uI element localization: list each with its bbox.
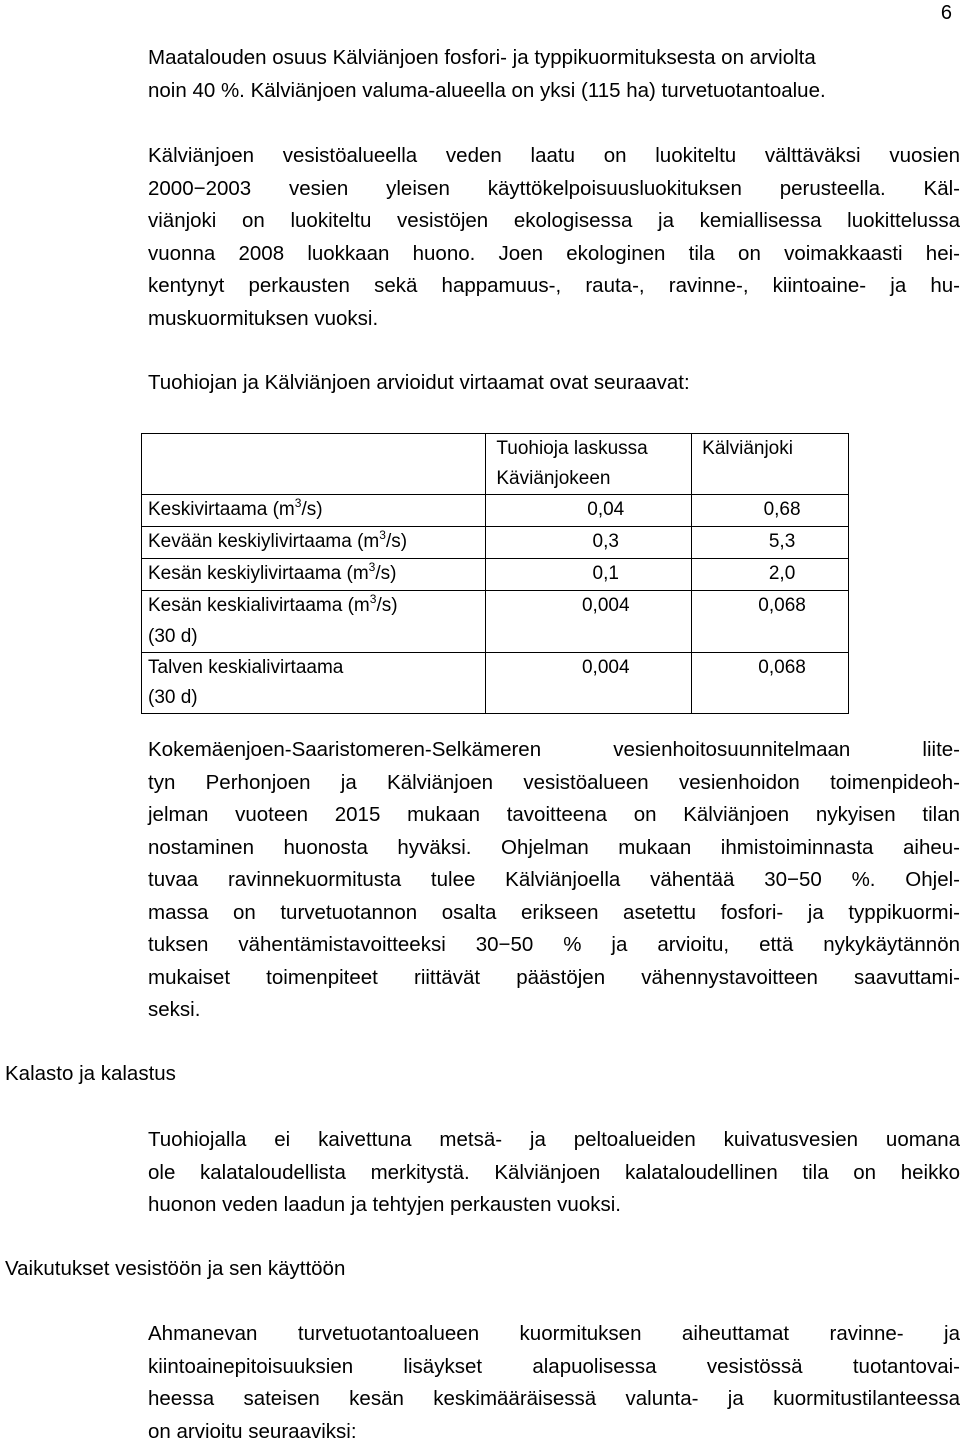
page-number: 6 (941, 2, 952, 25)
superscript: 3 (295, 496, 302, 510)
text-line: vuonna 2008 luokkaan huono. Joen ekologinen tila on voimakkaasti hei- (148, 238, 960, 271)
row-label-text: Kesän keskialivirtaama (m (148, 595, 370, 616)
text-line: on arvioitu seuraaviksi: (148, 1416, 960, 1448)
value-cell: 0,004 (486, 591, 692, 653)
text-line: tyn Perhonjoen ja Kälviänjoen vesistöalueen vesienhoidon toimenpideoh- (148, 767, 960, 800)
row-label-text: Kesän keskiylivirtaama (m (148, 563, 369, 584)
table-row (142, 591, 849, 653)
value-cell: 5,3 (692, 527, 849, 559)
row-label-cell (142, 559, 486, 591)
row-label-text: /s) (375, 563, 396, 584)
text-line: tuvaa ravinnekuormitusta tulee Kälviänjoella vähentää 30−50 %. Ohjel- (148, 864, 960, 897)
table-row (142, 527, 849, 559)
row-label-text: /s) (376, 595, 397, 616)
text-line: kiintoainepitoisuuksien lisäykset alapuolisessa vesistössä tuotantovai- (148, 1351, 960, 1384)
text-line: Kälviänjoen vesistöalueella veden laatu on luokiteltu välttäväksi vuosien (148, 140, 960, 173)
text-line: Ahmanevan turvetuotantoalueen kuormituksen aiheuttamat ravinne- ja (148, 1318, 960, 1351)
section-heading-fish: Kalasto ja kalastus (5, 1058, 176, 1090)
table-header-cell (142, 434, 486, 495)
value-cell: 0,68 (692, 495, 849, 527)
table-header-cell: Kälviänjoki (692, 434, 849, 495)
management-plan-paragraph (148, 734, 960, 1027)
text-line: viänjoki on luokiteltu vesistöjen ekologisessa ja kemiallisessa luokittelussa (148, 205, 960, 238)
row-label-text: (30 d) (148, 687, 198, 708)
table-header-row (142, 434, 849, 495)
text-line: ole kalataloudellista merkitystä. Kälviänjoen kalataloudellinen tila on heikko (148, 1157, 960, 1190)
text-line: noin 40 %. Kälviänjoen valuma-alueella on yksi (115 ha) turvetuotantoalue. (148, 75, 960, 108)
row-label-cell (142, 653, 486, 714)
row-label-text: Talven keskialivirtaama (148, 657, 343, 678)
fish-paragraph (148, 1124, 960, 1222)
text-line: Tuohiojalla ei kaivettuna metsä- ja peltoalueiden kuivatusvesien uomana (148, 1124, 960, 1157)
text-line: huonon veden laadun ja tehtyjen perkausten vuoksi. (148, 1189, 960, 1222)
value-cell: 0,3 (486, 527, 692, 559)
section-heading-impacts: Vaikutukset vesistöön ja sen käyttöön (5, 1253, 345, 1285)
value-cell: 0,004 (486, 653, 692, 714)
text-line: massa on turvetuotannon osalta erikseen asetettu fosfori- ja typpikuormi- (148, 897, 960, 930)
table-row (142, 495, 849, 527)
flows-table (141, 433, 849, 714)
text-line: muskuormituksen vuoksi. (148, 303, 960, 336)
text-line: Kokemäenjoen-Saaristomeren-Selkämeren vesienhoitosuunnitelmaan liite- (148, 734, 960, 767)
water-quality-paragraph (148, 140, 960, 335)
superscript: 3 (370, 592, 377, 606)
value-cell: 0,04 (486, 495, 692, 527)
flows-intro-paragraph (148, 367, 960, 400)
value-cell: 0,068 (692, 591, 849, 653)
table-row (142, 653, 849, 714)
impacts-paragraph (148, 1318, 960, 1448)
row-label-text: Kevään keskiylivirtaama (m (148, 531, 379, 552)
superscript: 3 (379, 528, 386, 542)
row-label-text: Keskivirtaama (m (148, 499, 295, 520)
value-cell: 0,1 (486, 559, 692, 591)
table-row (142, 559, 849, 591)
text-line: Maatalouden osuus Kälviänjoen fosfori- ja typpikuormituksesta on arviolta (148, 42, 960, 75)
text-line: Tuohiojan ja Kälviänjoen arvioidut virtaamat ovat seuraavat: (148, 367, 960, 400)
text-line: mukaiset toimenpiteet riittävät päästöjen vähennystavoitteen saavuttami- (148, 962, 960, 995)
row-label-text: /s) (386, 531, 407, 552)
table-header-cell: Tuohioja laskussa Käviänjokeen (486, 434, 692, 495)
row-label-text: (30 d) (148, 626, 198, 647)
text-line: 2000−2003 vesien yleisen käyttökelpoisuusluokituksen perusteella. Käl- (148, 173, 960, 206)
text-line: kentynyt perkausten sekä happamuus-, rauta-, ravinne-, kiintoaine- ja hu- (148, 270, 960, 303)
text-line: heessa sateisen kesän keskimääräisessä valunta- ja kuormitustilanteessa (148, 1383, 960, 1416)
superscript: 3 (369, 560, 376, 574)
text-line: tuksen vähentämistavoitteeksi 30−50 % ja arvioitu, että nykykäytännön (148, 929, 960, 962)
value-cell: 2,0 (692, 559, 849, 591)
value-cell: 0,068 (692, 653, 849, 714)
text-line: nostaminen huonosta hyväksi. Ohjelman mukaan ihmistoiminnasta aiheu- (148, 832, 960, 865)
text-line: jelman vuoteen 2015 mukaan tavoitteena on Kälviänjoen nykyisen tilan (148, 799, 960, 832)
row-label-cell (142, 495, 486, 527)
row-label-cell (142, 591, 486, 653)
row-label-cell (142, 527, 486, 559)
intro-paragraph (148, 42, 960, 107)
row-label-text: /s) (301, 499, 322, 520)
text-line: seksi. (148, 994, 960, 1027)
